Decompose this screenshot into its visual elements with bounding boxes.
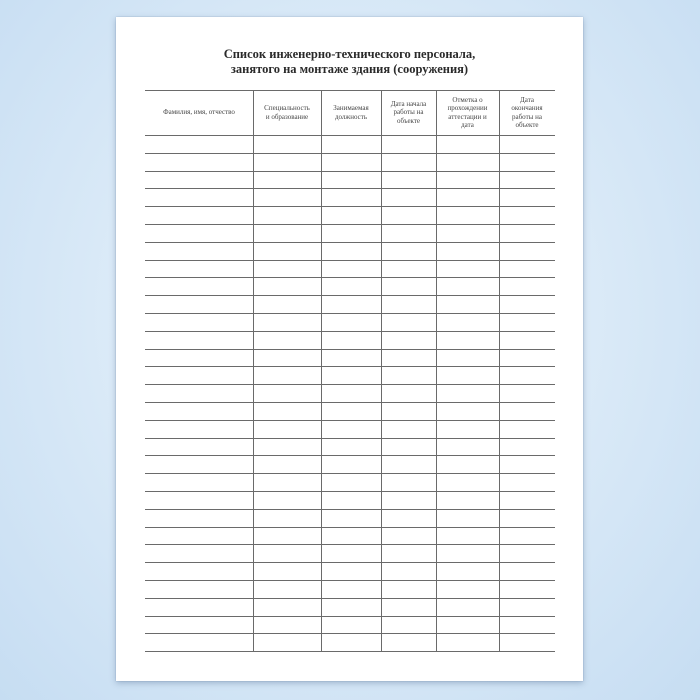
table-row-line: [145, 509, 555, 510]
table-row-line: [145, 651, 555, 652]
column-header: Фамилия, имя, отчество: [163, 108, 235, 117]
table-row-line: [145, 527, 555, 528]
table-column-divider: [321, 90, 322, 652]
table-row-line: [145, 633, 555, 634]
table-row-line: [145, 313, 555, 314]
table-row-line: [145, 260, 555, 261]
table-row-line: [145, 242, 555, 243]
table-column-divider: [381, 90, 382, 652]
table-row-line: [145, 153, 555, 154]
table-row-line: [145, 224, 555, 225]
table-row-line: [145, 295, 555, 296]
table-row-line: [145, 366, 555, 367]
table-row-line: [145, 420, 555, 421]
document-title-line-1: Список инженерно-технического персонала,: [223, 47, 476, 61]
table-column-divider: [499, 90, 500, 652]
table-row-line: [145, 455, 555, 456]
table-top-border: [145, 90, 555, 91]
table-row-line: [145, 438, 555, 439]
column-header: Дата окончания работы на объекте: [511, 95, 543, 129]
table-row-line: [145, 598, 555, 599]
table-row-line: [145, 562, 555, 563]
table-row-line: [145, 402, 555, 403]
table-row-line: [145, 331, 555, 332]
table-column-divider: [253, 90, 254, 652]
table-row-line: [145, 544, 555, 545]
table-row-line: [145, 616, 555, 617]
table-row-line: [145, 384, 555, 385]
table-row-line: [145, 188, 555, 189]
document-title-line-2: занятого на монтаже здания (сооружения): [230, 62, 469, 76]
column-header: Специальность и образование: [264, 104, 310, 121]
table-row-line: [145, 171, 555, 172]
column-header: Отметка о прохождении аттестации и дата: [447, 95, 488, 129]
table-row-line: [145, 491, 555, 492]
table-row-line: [145, 206, 555, 207]
document-sheet: [116, 17, 583, 681]
table-row-line: [145, 349, 555, 350]
column-header: Дата начала работы на объекте: [390, 100, 427, 125]
table-row-line: [145, 277, 555, 278]
table-row-line: [145, 473, 555, 474]
table-header-bottom-border: [145, 135, 555, 136]
column-header: Занимаемая должность: [333, 104, 369, 121]
table-column-divider: [436, 90, 437, 652]
table-row-line: [145, 580, 555, 581]
